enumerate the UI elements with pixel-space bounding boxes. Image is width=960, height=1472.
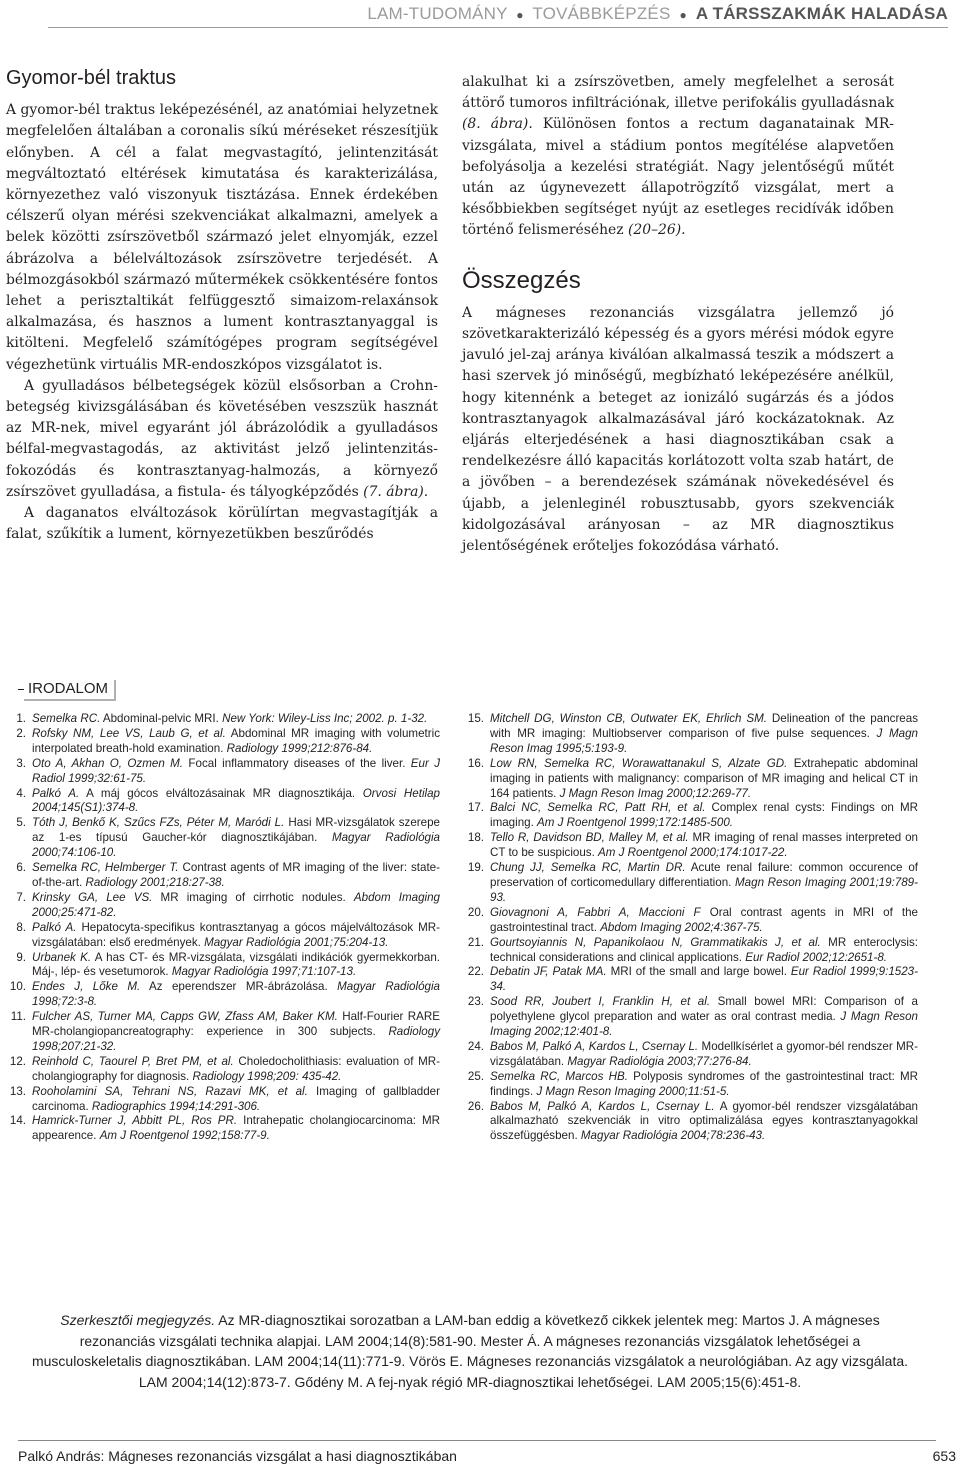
reference-authors: Hamrick-Turner J, Abbitt PL, Ros PR.: [32, 1114, 238, 1128]
references-right: [458, 712, 918, 1144]
reference-authors: Semelka RC, Marcos HB.: [490, 1069, 628, 1083]
reference-authors: Oto A, Akhan O, Ozmen M.: [32, 756, 184, 770]
reference-title: Abdominal MR imaging with volumetric interpolated breath-hold examination.: [32, 726, 440, 755]
reference-number: 15.: [467, 712, 484, 725]
reference-number: 1.: [16, 712, 26, 725]
footer-divider: [18, 1440, 936, 1441]
reference-number: 16.: [467, 756, 484, 770]
reference-text: [32, 1010, 440, 1055]
reference-number: 12.: [9, 1054, 26, 1068]
reference-text: [490, 757, 918, 802]
reference-item: [0, 1055, 440, 1085]
reference-item: [458, 906, 918, 936]
reference-text: [32, 951, 440, 981]
reference-source: Am J Roentgenol 1992;158:77-9.: [99, 1129, 270, 1143]
reference-text: [490, 965, 918, 995]
reference-item: [0, 1085, 440, 1115]
left-column: [6, 68, 438, 545]
reference-title: Polyposis syndromes of the gastrointestinal tract: MR findings.: [490, 1069, 918, 1098]
reference-title: Delineation of the pancreas with MR imaging: Multiobserver comparison of five pulse sequences.: [490, 712, 919, 740]
reference-number: 26.: [467, 1099, 484, 1113]
reference-number: 3.: [16, 756, 26, 770]
reference-text: [490, 861, 918, 906]
reference-authors: Reinhold C, Taourel P, Bret PM, et al.: [32, 1054, 234, 1068]
reference-title: MR imaging of renal masses interpreted on CT to be suspicious.: [490, 831, 918, 860]
reference-title: Half-Fourier RARE MR-cholangiopancreatography: experience in 300 subjects.: [32, 1010, 440, 1039]
reference-item: [0, 980, 440, 1010]
reference-item: [458, 936, 918, 966]
reference-title: MR enteroclysis: technical considerations and clinical applications.: [490, 935, 919, 964]
reference-number: 7.: [16, 890, 26, 904]
reference-item: [0, 951, 440, 981]
reference-item: [0, 921, 440, 951]
reference-authors: Gourtsoyiannis N, Papanikolaou N, Grammatikakis J, et al.: [490, 935, 821, 949]
reference-number: 21.: [467, 935, 484, 949]
reference-text: [32, 861, 440, 891]
reference-source: Am J Roentgenol 1999;172:1485-500.: [537, 816, 733, 830]
reference-item: [458, 757, 918, 802]
reference-authors: Rofsky NM, Lee VS, Laub G, et al.: [32, 726, 226, 740]
editor-note: [30, 1310, 910, 1392]
reference-title: Abdominal-pelvic MRI.: [100, 712, 223, 725]
reference-item: [0, 1010, 440, 1055]
reference-source: Am J Roentgenol 2000;174:1017-22.: [598, 846, 788, 860]
reference-title: Hepatocyta-specifikus kontrasztanyag a gócos májelváltozások MR-vizsgálatában: első eredmények.: [32, 920, 440, 949]
reference-source: J Magn Reson Imaging 2000;11:51-5.: [536, 1084, 730, 1098]
reference-source: Radiology 2001;218:27-38.: [85, 875, 225, 889]
running-header: [48, 4, 948, 28]
paragraph: A gyulladásos bélbetegségek közül elsősorban a Crohn-betegség kivizsgálásában és követésében veszszük hasznát az MR-nek, mivel egyaránt jól ábrázolódik a gyulladásos bélfal-megvastagodás, az aktivitást jelző jelintenzitás-fokozódás és kontrasztanyag-halmozás, a környező zsírszövet gyulladása, a fistula- és tályogképződés (7. ábra).: [6, 377, 438, 500]
reference-number: 2.: [16, 726, 26, 740]
reference-item: [458, 801, 918, 831]
editor-note-text: Az MR-diagnosztikai sorozatban a LAM-ban eddig a következő cikkek jelentek meg: Martos J. A mágneses rezonanciás vizsgálati technika alapjai. LAM 2004;14(8):581-90. Mester Á. A mágneses rezonanciás vizsgálatok lehetőségei a musculoskeletalis diagnosztikában. LAM 2004;14(11):771-9. Vörös E. Mágneses rezonanciás vizsgálatok a neurológiában. Az agy vizsgálata. LAM 2004;14(12):873-7. Gődény M. A fej-nyak régió MR-diagnosztikai lehetőségei. LAM 2005;15(6):451-8.: [31, 1312, 909, 1390]
reference-title: Small bowel MRI: Comparison of a polyethylene glycol preparation and water as oral contrast media.: [490, 995, 918, 1024]
reference-text: [490, 1100, 918, 1145]
reference-authors: Giovagnoni A, Fabbri A, Maccioni F: [490, 905, 701, 919]
reference-source: Radiology 1998;209: 435-42.: [192, 1069, 342, 1083]
reference-text: [32, 727, 440, 757]
reference-item: [0, 1114, 440, 1144]
reference-source: Radiographics 1994;14:291-306.: [91, 1099, 261, 1113]
references-heading: IRODALOM: [18, 680, 116, 701]
reference-number: 20.: [467, 905, 484, 919]
reference-item: [458, 995, 918, 1040]
header-separator: ●: [516, 8, 524, 22]
reference-source: Magyar Radiológia 2004;78:236-43.: [580, 1129, 766, 1143]
section-heading-summary: Összegzés: [462, 266, 581, 294]
reference-title: A gyomor-bél rendszer vizsgálatában alkalmazható szekvenciák in vitro optimalizálása egyes kontrasztanyagokkal összefüggésben.: [490, 1099, 918, 1143]
editor-note-label: Szerkesztői megjegyzés.: [60, 1312, 216, 1328]
reference-text: [490, 906, 918, 936]
reference-title: Oral contrast agents in MRI of the gastrointestinal tract.: [490, 905, 918, 934]
reference-title: MR imaging of cirrhotic nodules.: [152, 890, 354, 904]
reference-title: A has CT- és MR-vizsgálata, vizsgálati indikációk gyermekkorban. Máj-, lép- és vesetumorok.: [32, 950, 440, 979]
header-section-1: LAM-TUDOMÁNY: [367, 4, 508, 23]
reference-number: 25.: [467, 1069, 484, 1083]
reference-item: [458, 965, 918, 995]
reference-item: [0, 727, 440, 757]
reference-title: Modellkísérlet a gyomor-bél rendszer MR-vizsgálatában.: [490, 1039, 918, 1068]
reference-text: [32, 1085, 440, 1115]
references-left: [0, 712, 440, 1144]
reference-source: New York: Wiley-Liss Inc; 2002. p. 1-32.: [222, 712, 428, 725]
reference-source: Magyar Radiológia 2000;74:106-10.: [32, 831, 440, 860]
reference-item: [458, 861, 918, 906]
reference-source: Eur J Radiol 1999;32:61-75.: [32, 756, 441, 785]
reference-source: Radiology 1998;207:21-32.: [32, 1025, 440, 1053]
reference-source: Magyar Radiológia 1997;71:107-13.: [171, 965, 357, 979]
reference-authors: Sood RR, Joubert I, Franklin H, et al.: [490, 995, 711, 1009]
reference-authors: Babos M, Palkó A, Kardos L, Csernay L.: [490, 1099, 715, 1113]
reference-source: Radiology 1999;212:876-84.: [226, 741, 373, 755]
paragraph: alakulhat ki a zsírszövetben, amely megfelelhet a serosát áttörő tumoros infiltrációnak, illetve perifokális gyulladásnak (8. ábra). Különösen fontos a rectum daganatainak MR-vizsgálata, mivel a stádium pontos megítélése alapvetően befolyásolja a kezelési stratégiát. Nagy jelentőségű műtét után az úgynevezett állapotrögzítő vizsgálat, mert a későbbiekben segítséget nyújt az esetleges recidívák időben történő felismeréséhez (20–26).: [462, 74, 894, 239]
reference-authors: Urbanek K.: [32, 950, 92, 964]
reference-title: A máj gócos elváltozásainak MR diagnosztikája.: [79, 786, 363, 800]
reference-title: Acute renal failure: common occurence of preservation of corticomedullary differentiation.: [490, 861, 918, 889]
reference-authors: Chung JJ, Semelka RC, Martin DR.: [490, 861, 686, 875]
reference-title: Intrahepatic cholangiocarcinoma: MR appearence.: [32, 1114, 441, 1143]
paragraph: A mágneses rezonanciás vizsgálatra jellemző jó szövetkarakterizáló képesség és a gyors mérési módok egyre javuló jel-zaj aránya kiválóan alkalmassá teszik a módszert a hasi szervek jó minőségű, megbízható leképezésére anélkül, hogy kitennénk a beteget az ionizáló sugárzás és a jódos kontrasztanyagok alkalmazásával járó kockázatoknak. Az eljárás elterjedésének a hasi diagnosztikában csak a rendelkezésre álló kapacitás korlátozott volta szab határt, de a jövőben – a berendezések számának növekedésével és újabb, a jelenleginél robusztusabb, gyors szekvenciák kidolgozásával arányosan – az MR diagnosztikus jelentőségének erőteljes fokozódása várható.: [462, 304, 894, 555]
reference-authors: Palkó A.: [32, 786, 80, 800]
reference-range: (20–26).: [628, 222, 686, 239]
reference-title: Imaging of gallbladder carcinoma.: [32, 1084, 440, 1113]
reference-authors: Mitchell DG, Winston CB, Outwater EK, Ehrlich SM.: [490, 712, 767, 725]
reference-source: Magyar Radiológia 2003;77:276-84.: [567, 1054, 752, 1068]
reference-authors: Babos M, Palkó A, Kardos L, Csernay L.: [490, 1039, 699, 1053]
reference-number: 17.: [467, 801, 484, 815]
page-number: 653: [932, 1448, 956, 1464]
figure-ref: (8. ábra).: [462, 116, 533, 133]
reference-source: J Magn Reson Imag 1995;5:193-9.: [490, 726, 918, 755]
reference-number: 14.: [9, 1114, 26, 1128]
reference-text: [490, 831, 918, 861]
reference-title: Extrahepatic abdominal imaging in patients with malignancy: comparison of MR imaging and helical CT in 164 patients.: [490, 756, 918, 800]
reference-authors: Tello R, Davidson BD, Malley M, et al.: [490, 831, 689, 845]
reference-item: [0, 757, 440, 787]
reference-text: [490, 995, 918, 1040]
reference-source: Magyar Radiológia 2001;75:204-13.: [204, 935, 389, 949]
reference-authors: Low RN, Semelka RC, Worawattanakul S, Alzate GD.: [490, 756, 788, 770]
reference-text: [32, 787, 440, 817]
reference-text: [490, 1040, 918, 1070]
reference-text: [32, 712, 440, 727]
reference-number: 8.: [16, 920, 26, 934]
reference-text: [32, 921, 440, 951]
reference-number: 11.: [10, 1010, 26, 1024]
reference-authors: Rooholamini SA, Tehrani NS, Razavi MK, et al.: [32, 1084, 308, 1098]
reference-text: [490, 936, 918, 966]
reference-number: 4.: [16, 786, 26, 800]
reference-item: [458, 1100, 918, 1145]
reference-title: Hasi MR-vizsgálatok szerepe az 1-es típusú Gaucher-kór diagnosztikájában.: [32, 816, 440, 845]
footer-citation: Palkó András: Mágneses rezonanciás vizsgálat a hasi diagnosztikában: [18, 1448, 457, 1464]
reference-authors: Fulcher AS, Turner MA, Capps GW, Zfass AM, Baker KM.: [32, 1010, 338, 1024]
reference-item: [0, 787, 440, 817]
reference-title: MRI of the small and large bowel.: [606, 965, 791, 979]
reference-text: [490, 712, 918, 757]
reference-title: Contrast agents of MR imaging of the liver: state-of-the-art.: [32, 861, 440, 889]
reference-item: [0, 816, 440, 861]
reference-number: 10.: [9, 980, 26, 994]
reference-source: J Magn Reson Imag 2000;12:269-77.: [559, 786, 752, 800]
reference-text: [32, 980, 440, 1010]
reference-number: 18.: [467, 831, 484, 845]
reference-text: [32, 1114, 440, 1144]
reference-title: Complex renal cysts: Findings on MR imaging.: [490, 801, 918, 830]
reference-text: [32, 757, 440, 787]
paragraph: A daganatos elváltozások körülírtan megvastagítják a falat, szűkítik a lument, környezetükben beszűrődés: [6, 505, 438, 543]
reference-item: [0, 861, 440, 891]
section-heading-gi-tract: Gyomor-bél traktus: [6, 67, 177, 89]
figure-ref: (7. ábra).: [363, 483, 429, 500]
reference-source: J Magn Reson Imaging 2002;12:401-8.: [490, 1010, 918, 1039]
reference-title: Focal inflammatory diseases of the liver.: [183, 756, 411, 770]
reference-text: [32, 891, 440, 921]
reference-authors: Palkó A.: [32, 920, 77, 934]
reference-authors: Semelka RC.: [32, 712, 101, 725]
reference-title: Choledocholithiasis: evaluation of MR-cholangiography for diagnosis.: [32, 1054, 441, 1083]
reference-source: Orvosi Hetilap 2004;145(S1):374-8.: [32, 786, 440, 815]
reference-authors: Balci NC, Semelka RC, Patt RH, et al.: [490, 801, 706, 815]
reference-authors: Tóth J, Benkő K, Szűcs FZs, Péter M, Maródi L.: [32, 816, 285, 830]
reference-text: [32, 1055, 440, 1085]
reference-number: 13.: [9, 1084, 26, 1098]
reference-title: Az eperendszer MR-ábrázolása.: [140, 980, 338, 994]
reference-source: Magn Reson Imaging 2001;19:789-93.: [490, 875, 918, 904]
header-separator: ●: [679, 8, 687, 22]
reference-source: Eur Radiol 1999;9:1523-34.: [490, 965, 918, 994]
paragraph: A gyomor-bél traktus leképezésénél, az anatómiai helyzetnek megfelelően általában a coronalis síkú méréseket részesítjük előnyben. A cél a falat megvastagító, jelintenzitását megváltoztató eltérések kimutatása és karakterizálása, környezethez való viszonyuk tisztázása. Ennek érdekében célszerű olyan mérési szekvenciákat alkalmazni, amelyek a belek közötti zsírszövetből származó jelet elnyomják, ezzel ábrázolva a bélelváltozások zsírszövetre terjedését. A bélmozgásokból származó műtermékek csökkentésére fontos lehet a perisztaltikát felfüggesztő simaizom-relaxánsok alkalmazása, és hasznos a lument kontrasztanyaggal is kitölteni. Megfelelő számítógépes program segítségével végezhetünk virtuális MR-endoszkópos vizsgálatot is.: [6, 102, 438, 373]
reference-number: 22.: [467, 965, 484, 979]
reference-source: Abdom Imaging 2000;25:471-82.: [32, 890, 440, 919]
reference-number: 24.: [467, 1039, 484, 1053]
reference-source: Eur Radiol 2002;12:2651-8.: [745, 950, 888, 964]
right-column: [462, 72, 894, 557]
header-section-3: A TÁRSSZAKMÁK HALADÁSA: [695, 4, 948, 23]
reference-number: 5.: [16, 816, 26, 830]
reference-item: [0, 712, 440, 727]
reference-authors: Krinsky GA, Lee VS.: [32, 890, 153, 904]
reference-item: [458, 712, 918, 757]
reference-source: Magyar Radiológia 1998;72:3-8.: [32, 980, 441, 1009]
reference-number: 23.: [467, 995, 484, 1009]
reference-authors: Semelka RC, Helmberger T.: [32, 861, 179, 875]
reference-text: [490, 801, 918, 831]
reference-number: 19.: [467, 861, 484, 875]
reference-item: [0, 891, 440, 921]
reference-authors: Endes J, Lőke M.: [32, 980, 141, 994]
reference-number: 6.: [16, 861, 26, 875]
reference-item: [458, 1070, 918, 1100]
reference-number: 9.: [16, 950, 26, 964]
reference-authors: Debatin JF, Patak MA.: [490, 965, 607, 979]
reference-text: [490, 1070, 918, 1100]
reference-item: [458, 831, 918, 861]
reference-source: Abdom Imaging 2002;4:367-75.: [600, 920, 763, 934]
reference-item: [458, 1040, 918, 1070]
header-section-2: TOVÁBBKÉPZÉS: [532, 4, 671, 23]
reference-text: [32, 816, 440, 861]
